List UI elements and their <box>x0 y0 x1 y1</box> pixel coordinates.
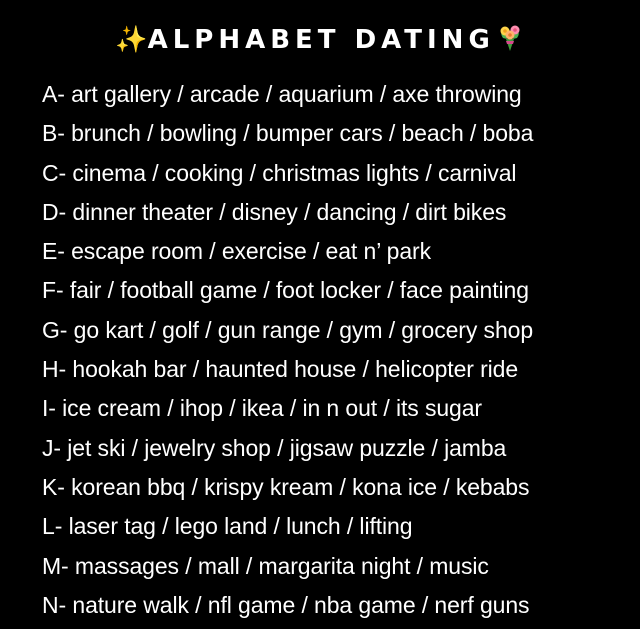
row-letter: I- <box>42 395 56 422</box>
row-letter: K- <box>42 473 65 500</box>
page-title <box>0 22 640 55</box>
row-letter: M- <box>42 552 69 579</box>
row-ideas: dinner theater / disney / dancing / dirt bikes <box>72 198 507 225</box>
list-item <box>42 275 533 314</box>
row-ideas: jet ski / jewelry shop / jigsaw puzzle / jamba <box>67 434 507 461</box>
list-item <box>42 551 533 590</box>
list-item <box>42 472 533 511</box>
list-item <box>42 236 533 275</box>
list-item <box>42 393 533 432</box>
row-ideas: fair / football game / foot locker / face painting <box>69 277 529 304</box>
row-ideas: escape room / exercise / eat n’ park <box>71 238 431 265</box>
bouquet-icon <box>495 25 525 55</box>
row-ideas: korean bbq / krispy kream / kona ice / kebabs <box>71 473 530 500</box>
row-letter: N- <box>42 591 67 618</box>
row-letter: J- <box>42 434 61 461</box>
sparkles-icon: ✨ <box>115 25 148 55</box>
list-item <box>42 315 533 354</box>
list-item <box>42 354 533 393</box>
row-ideas: nature walk / nfl game / nba game / nerf guns <box>72 591 530 618</box>
list-item <box>42 79 533 118</box>
list-item <box>42 433 533 472</box>
row-ideas: brunch / bowling / bumper cars / beach / boba <box>71 120 534 147</box>
row-letter: A- <box>42 81 65 107</box>
row-ideas: go kart / golf / gun range / gym / grocery shop <box>73 316 534 343</box>
list-item <box>42 590 533 629</box>
row-ideas: massages / mall / margarita night / music <box>74 552 489 579</box>
list-item <box>42 118 533 157</box>
row-ideas: art gallery / arcade / aquarium / axe throwing <box>71 81 522 107</box>
row-letter: C- <box>42 159 67 186</box>
row-ideas: laser tag / lego land / lunch / lifting <box>68 513 413 540</box>
row-letter: B- <box>42 120 65 147</box>
row-ideas: ice cream / ihop / ikea / in n out / its sugar <box>62 395 482 422</box>
list-item <box>42 158 533 197</box>
row-letter: E- <box>42 238 65 265</box>
row-letter: D- <box>42 198 67 225</box>
row-letter: F- <box>42 277 64 304</box>
row-letter: G- <box>42 316 68 343</box>
list-item <box>42 197 533 236</box>
list-item <box>42 511 533 550</box>
row-letter: H- <box>42 356 67 383</box>
title-text: ALPHABET DATING <box>147 25 495 55</box>
row-letter: L- <box>42 513 63 540</box>
row-ideas: cinema / cooking / christmas lights / carnival <box>72 159 517 186</box>
date-ideas-list <box>42 79 533 629</box>
row-ideas: hookah bar / haunted house / helicopter ride <box>72 356 519 383</box>
